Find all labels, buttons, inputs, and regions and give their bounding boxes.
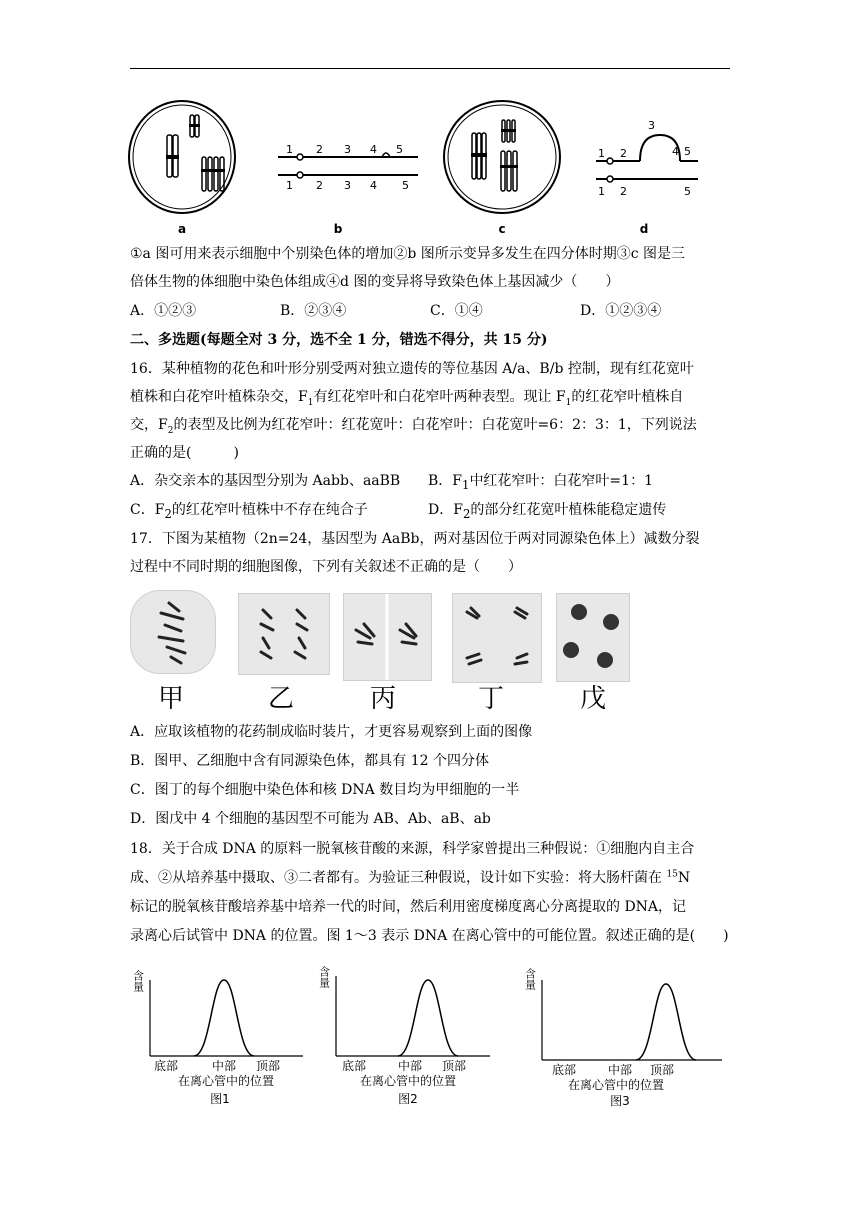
svg-text:底部: 底部 [154,1059,179,1073]
graph-2-ylabel: 含量 [318,966,331,988]
svg-text:在离心管中的位置: 在离心管中的位置 [177,1074,275,1088]
graph-1 [128,958,313,1113]
svg-text:4: 4 [672,145,679,158]
q15-option-d[interactable]: D．①②③④ [580,303,662,319]
svg-text:底部: 底部 [552,1063,577,1077]
graph-3-ylabel: 含量 [523,968,537,990]
graph-3 [522,962,732,1117]
photo-label-yi: 乙 [268,684,295,714]
svg-text:4: 4 [370,143,377,156]
photo-label-wu: 戊 [580,684,607,714]
figure-d-chromosome-pair [596,119,698,236]
svg-text:4: 4 [370,179,377,192]
svg-text:2: 2 [620,147,627,160]
q16-option-d[interactable]: D．$F_2$的部分红花宽叶植株能稳定遗传 [428,502,667,521]
micrograph-ding [452,593,542,683]
micrograph-jia [130,590,216,674]
q16-option-b[interactable]: B．$F_1$中红花窄叶：白花窄叶=1：1 [428,473,653,492]
q15-option-a[interactable]: A．①②③ [130,303,197,319]
graph-1-ylabel: 含量 [131,970,145,992]
graph-3-caption: 图3 [610,1094,630,1108]
q18-line2: 成、②从培养基中摄取、③二者都有。为验证三种假说，设计如下实验：将大肠杆菌在 $^{15}$N [130,869,691,886]
svg-text:1: 1 [598,185,605,198]
micrograph-wu [556,593,630,682]
figure-d-label: d [639,222,649,236]
svg-text:5: 5 [402,179,409,192]
svg-text:5: 5 [396,143,403,156]
q17-option-d[interactable]: D．图戊中 4 个细胞的基因型不可能为 AB、Ab、aB、ab [130,811,491,827]
section2-title: 二、多选题(每题全对 3 分，选不全 1 分，错选不得分，共 15 分) [130,332,548,348]
q18-line3: 标记的脱氧核苷酸培养基中培养一代的时间，然后利用密度梯度离心分离提取的 DNA，记 [130,899,687,915]
svg-text:1: 1 [598,147,605,160]
svg-text:3: 3 [648,119,655,132]
q17-option-a[interactable]: A．应取该植物的花药制成临时装片，才更容易观察到上面的图像 [130,724,533,740]
graph-1-caption: 图1 [210,1092,230,1106]
q15-stem-line2: 倍体生物的体细胞中染色体组成④d 图的变异将导致染色体上基因减少（ ） [130,274,620,290]
svg-text:中部: 中部 [398,1059,423,1073]
q16-line4: 正确的是( ) [130,445,239,461]
q17-option-c[interactable]: C．图丁的每个细胞中染色体和核 DNA 数目均为甲细胞的一半 [130,782,520,798]
svg-text:顶部: 顶部 [256,1059,281,1073]
graph-2 [318,958,503,1113]
svg-text:3: 3 [344,179,351,192]
svg-text:1: 1 [286,179,293,192]
q17-line1: 17．下图为某植物（2n=24，基因型为 AaBb，两对基因位于两对同源染色体上）减数分裂 [130,531,700,547]
graph-2-caption: 图2 [398,1092,418,1106]
svg-text:1: 1 [286,143,293,156]
figure-a-label: a [177,222,187,236]
svg-text:顶部: 顶部 [442,1059,467,1073]
figure-b-chromosome-pair [278,143,418,236]
micrograph-bing [343,593,432,681]
q18-line1: 18．关于合成 DNA 的原料一脱氧核苷酸的来源，科学家曾提出三种假说：①细胞内自主合 [130,841,695,857]
svg-text:中部: 中部 [608,1063,633,1077]
svg-text:2: 2 [316,179,323,192]
svg-text:在离心管中的位置: 在离心管中的位置 [567,1078,665,1092]
q16-line1: 16．某种植物的花色和叶形分别受两对独立遗传的等位基因 A/a、B/b 控制，现有红花宽叶 [130,361,694,377]
q17-option-b[interactable]: B．图甲、乙细胞中含有同源染色体，都具有 12 个四分体 [130,753,490,769]
svg-text:2: 2 [620,185,627,198]
svg-text:顶部: 顶部 [650,1063,675,1077]
q18-line4: 录离心后试管中 DNA 的位置。图 1～3 表示 DNA 在离心管中的可能位置。叙述正确的是( ) [130,928,729,944]
micrograph-yi [238,593,330,675]
svg-text:5: 5 [684,145,691,158]
q15-option-b[interactable]: B．②③④ [280,303,347,319]
photo-label-bing: 丙 [370,684,397,714]
q15-option-c[interactable]: C．①④ [430,303,483,319]
svg-text:中部: 中部 [212,1059,237,1073]
figure-c-label: c [498,222,506,236]
header-rule [130,68,730,69]
q16-line2: 植株和白花窄叶植株杂交，$F_1$有红花窄叶和白花窄叶两种表型。现让 $F_1$的红花窄叶植株自 [130,389,684,408]
q17-line2: 过程中不同时期的细胞图像，下列有关叙述不正确的是（ ） [130,559,522,575]
svg-text:在离心管中的位置: 在离心管中的位置 [359,1074,457,1088]
figure-b-label: b [333,222,343,236]
q15-stem-line1: ①a 图可用来表示细胞中个别染色体的增加②b 图所示变异多发生在四分体时期③c 图是三 [130,246,686,262]
photo-label-jia: 甲 [158,684,185,714]
figure-c-cell [444,101,560,236]
svg-text:底部: 底部 [342,1059,367,1073]
chromosome-figures [120,95,740,240]
svg-text:5: 5 [684,185,691,198]
q16-option-a[interactable]: A．杂交亲本的基因型分别为 Aabb、aaBB [130,473,401,489]
svg-text:2: 2 [316,143,323,156]
q16-option-c[interactable]: C．$F_2$的红花窄叶植株中不存在纯合子 [130,502,368,521]
photo-label-ding: 丁 [478,684,505,714]
figure-a-cell [129,101,235,236]
svg-text:3: 3 [344,143,351,156]
q16-line3: 交，$F_2$的表型及比例为红花窄叶：红花宽叶：白花窄叶：白花宽叶=6：2：3：1，下列说法 [130,417,697,436]
